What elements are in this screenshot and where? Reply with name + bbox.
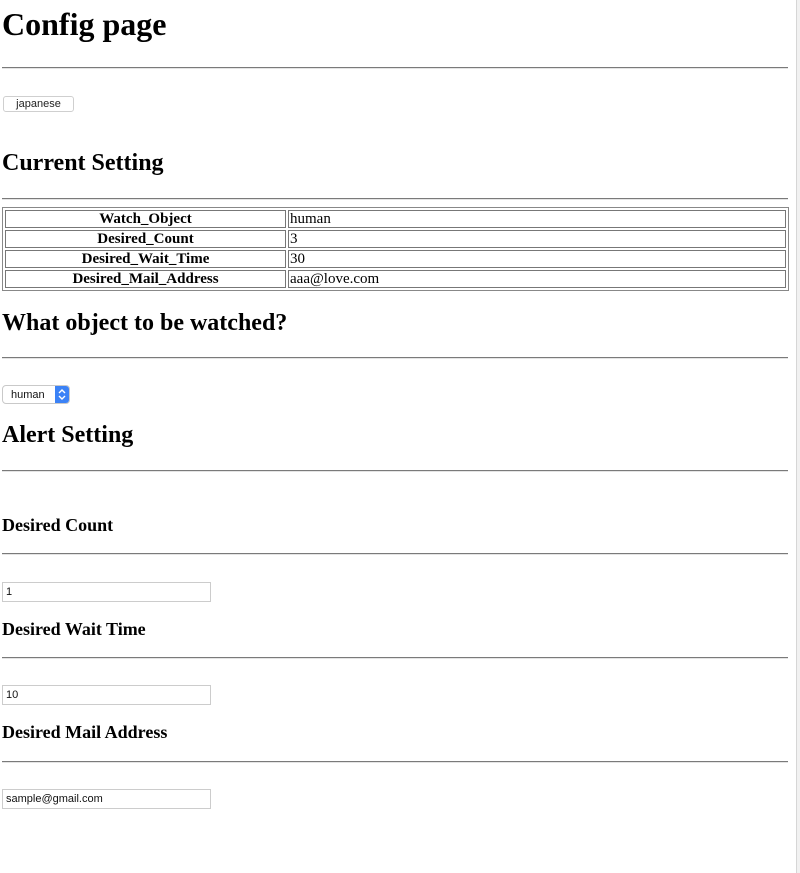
table-row [5,230,786,248]
desired-count-label: Desired Count [2,515,114,535]
divider [2,357,788,359]
divider [2,553,788,555]
table-row [5,250,786,268]
alert-setting-heading: Alert Setting [2,422,134,448]
divider [2,67,788,69]
current-setting-table [2,207,789,291]
setting-value: human [288,210,786,228]
desired-wait-time-label: Desired Wait Time [2,619,146,639]
divider [2,657,788,659]
setting-key: Desired_Mail_Address [5,270,286,288]
divider [2,761,788,763]
setting-key: Desired_Wait_Time [5,250,286,268]
language-button[interactable]: japanese [3,96,74,112]
setting-value: 3 [288,230,786,248]
watch-object-selected: human [11,389,45,401]
watch-object-heading: What object to be watched? [2,310,288,336]
setting-key: Desired_Count [5,230,286,248]
scrollbar-track[interactable] [796,0,800,873]
watch-object-select[interactable] [2,385,70,404]
desired-mail-address-label: Desired Mail Address [2,722,168,742]
setting-value: 30 [288,250,786,268]
desired-wait-time-input[interactable] [2,685,211,705]
table-row [5,210,786,228]
current-setting-heading: Current Setting [2,150,164,176]
divider [2,470,788,472]
setting-key: Watch_Object [5,210,286,228]
select-updown-icon [55,386,69,403]
desired-mail-address-input[interactable] [2,789,211,809]
setting-value: aaa@love.com [288,270,786,288]
desired-count-input[interactable] [2,582,211,602]
page-title: Config page [2,6,167,42]
divider [2,198,788,200]
table-row [5,270,786,288]
